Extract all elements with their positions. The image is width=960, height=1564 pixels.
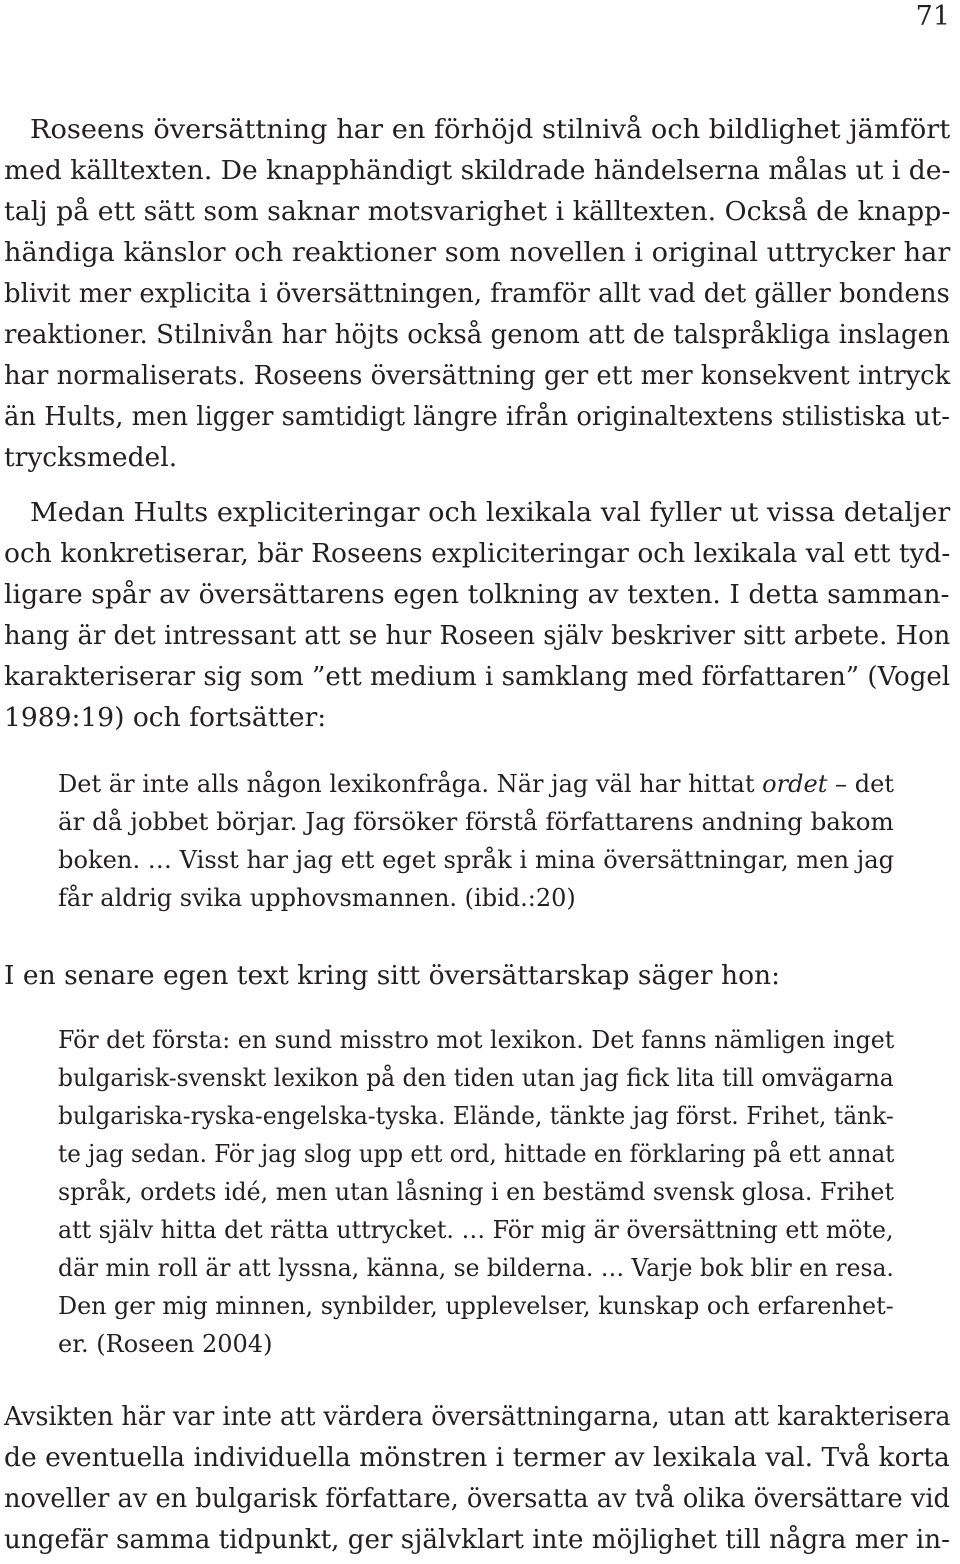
quote-text: Det är inte alls någon lexikonfråga. När jag väl har hittat bbox=[58, 770, 763, 798]
block-quote-line: er. (Roseen 2004) bbox=[58, 1330, 273, 1358]
body-line: ungefär samma tidpunkt, ger självklart inte möjlighet till några mer in- bbox=[4, 1524, 950, 1555]
body-line: Medan Hults expliciteringar och lexikala val fyller ut vissa detaljer bbox=[30, 497, 951, 528]
body-line: 1989:19) och fortsätter: bbox=[4, 702, 327, 733]
body-line: ligare spår av översättarens egen tolkning av texten. I detta samman- bbox=[4, 579, 950, 610]
block-quote-line bbox=[58, 765, 894, 803]
block-quote-line: Den ger mig minnen, synbilder, upplevelser, kunskap och erfarenhet- bbox=[58, 1292, 894, 1320]
body-line: Roseens översättning har en förhöjd stilnivå och bildlighet jämfört bbox=[30, 114, 951, 145]
body-line: med källtexten. De knapphändigt skildrade händelserna målas ut i de- bbox=[4, 155, 951, 186]
emphasized-word: ordet bbox=[762, 770, 828, 798]
body-line: blivit mer explicita i översättningen, framför allt vad det gäller bondens bbox=[4, 278, 950, 309]
body-line: talj på ett sätt som saknar motsvarighet i källtexten. Också de knapp- bbox=[4, 196, 951, 227]
body-line: de eventuella individuella mönstren i termer av lexikala val. Två korta bbox=[4, 1442, 950, 1473]
body-line: hang är det intressant att se hur Roseen själv beskriver sitt arbete. Hon bbox=[4, 620, 951, 651]
block-quote-line: te jag sedan. För jag slog upp ett ord, hittade en förklaring på ett annat bbox=[58, 1140, 895, 1168]
body-line: har normaliserats. Roseens översättning ger ett mer konsekvent intryck bbox=[4, 360, 951, 391]
block-quote-line: bulgariska-ryska-engelska-tyska. Elände, tänkte jag först. Frihet, tänk- bbox=[58, 1102, 894, 1130]
block-quote-line: får aldrig svika upphovsmannen. (ibid.:20) bbox=[58, 884, 576, 912]
body-line: noveller av en bulgarisk författare, översatta av två olika översättare vid bbox=[4, 1483, 950, 1514]
body-line: karakteriserar sig som ”ett medium i samklang med författaren” (Vogel bbox=[4, 661, 951, 692]
body-line: trycksmedel. bbox=[4, 442, 178, 473]
block-quote-line: där min roll är att lyssna, känna, se bilderna. … Varje bok blir en resa. bbox=[58, 1254, 894, 1282]
body-line: I en senare egen text kring sitt översättarskap säger hon: bbox=[4, 960, 781, 991]
page-number: 71 bbox=[915, 1, 950, 32]
block-quote-line: För det första: en sund misstro mot lexikon. Det fanns nämligen inget bbox=[58, 1026, 895, 1054]
block-quote-line: boken. … Visst har jag ett eget språk i mina översättningar, men jag bbox=[58, 846, 895, 874]
body-line: och konkretiserar, bär Roseens expliciteringar och lexikala val ett tyd- bbox=[4, 538, 951, 569]
quote-text: – det bbox=[827, 770, 894, 798]
block-quote-line: språk, ordets idé, men utan låsning i en bestämd svensk glosa. Frihet bbox=[58, 1178, 894, 1206]
block-quote-line: att själv hitta det rätta uttrycket. … För mig är översättning ett möte, bbox=[58, 1216, 894, 1244]
block-quote-line: är då jobbet börjar. Jag försöker förstå författarens andning bakom bbox=[58, 808, 894, 836]
block-quote-line: bulgarisk-svenskt lexikon på den tiden utan jag fick lita till omvägarna bbox=[58, 1064, 894, 1092]
body-line: Avsikten här var inte att värdera översättningarna, utan att karakterisera bbox=[4, 1401, 951, 1432]
body-line: händiga känslor och reaktioner som novellen i original uttrycker har bbox=[4, 237, 951, 268]
body-line: reaktioner. Stilnivån har höjts också genom att de talspråkliga inslagen bbox=[4, 319, 950, 350]
body-line: än Hults, men ligger samtidigt längre ifrån originaltextens stilistiska ut- bbox=[4, 401, 950, 432]
